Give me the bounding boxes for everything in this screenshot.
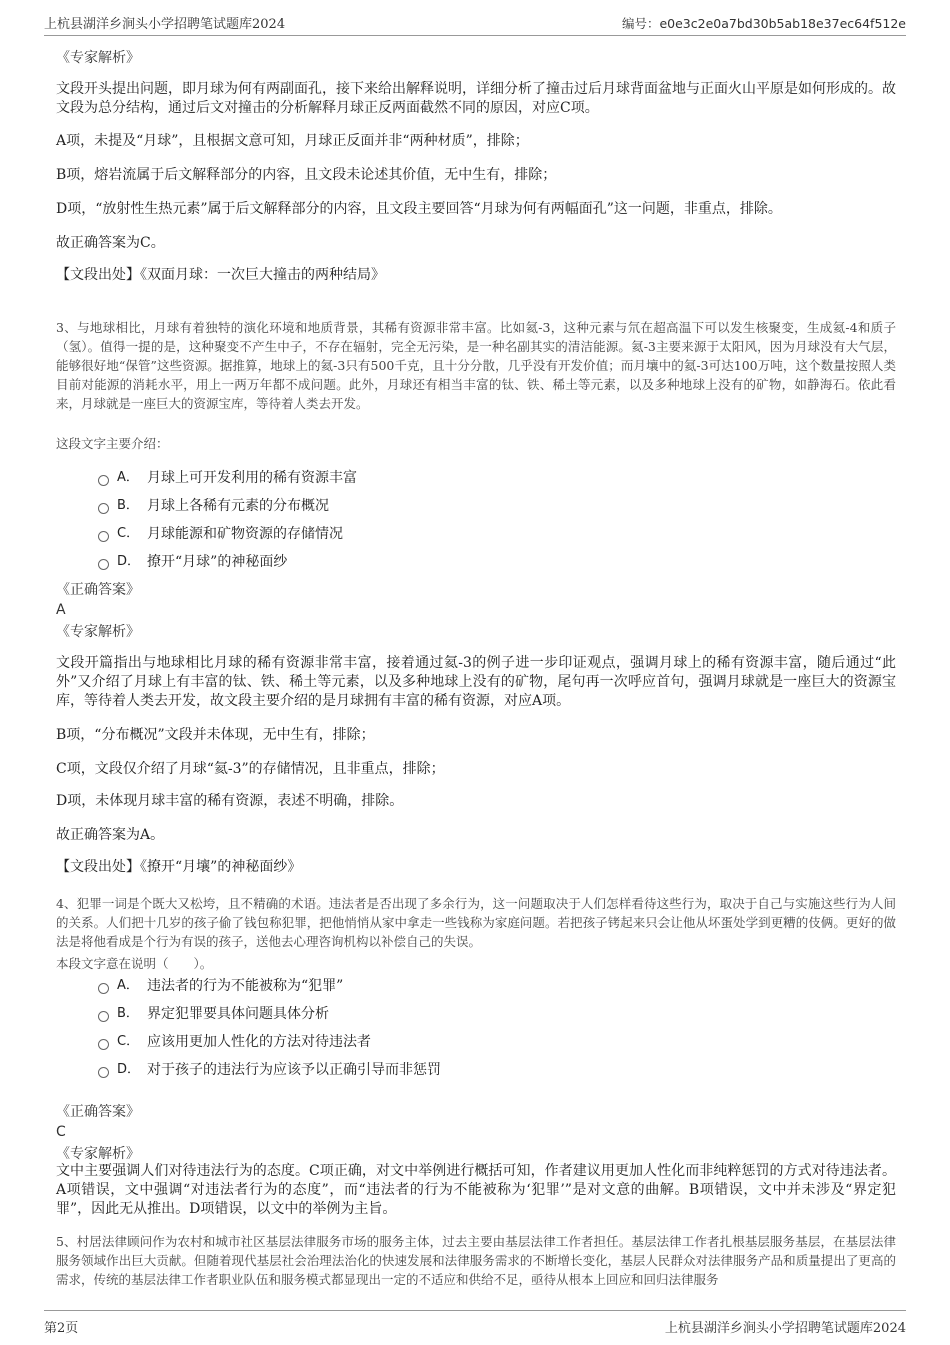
q2-analysis-a: A项，未提及“月球”，且根据文意可知，月球正反面并非“两种材质”，排除； xyxy=(56,133,529,149)
footer-title: 上杭县湖洋乡涧头小学招聘笔试题库2024 xyxy=(664,1320,906,1336)
radio-icon[interactable] xyxy=(98,531,109,542)
option-letter: D． xyxy=(117,554,141,569)
q4-prompt: 本段文字意在说明（ ）。 xyxy=(56,956,213,971)
option-letter: A． xyxy=(117,978,139,993)
q3-conclusion: 故正确答案为A。 xyxy=(56,827,165,843)
q4-option-d[interactable] xyxy=(98,1060,441,1080)
q4-stem: 4、犯罪一词是个既大又松垮，且不精确的术语。违法者是否出现了多余行为，这一问题取决于人们怎样看待这些行为，取决于自己与实施这些行为人间的关系。人们把十几岁的孩子偷了钱包称犯罪，把他悄悄从家中拿走一些钱称为家庭问题。若把孩子铐起来只会让他从坏蛋处学到更糟的伎俩。更好的做法是将他看成是个行为有误的孩子，送他去心理咨询机构以补偿自己的失误。 xyxy=(56,896,896,949)
q4-answer: C xyxy=(56,1124,66,1140)
radio-icon[interactable] xyxy=(98,983,109,994)
page-footer xyxy=(44,1310,906,1337)
radio-icon[interactable] xyxy=(98,1011,109,1022)
option-text: 应该用更加人性化的方法对待违法者 xyxy=(147,1034,371,1050)
q3-answer: A xyxy=(56,602,66,618)
q3-analysis-b: B项，“分布概况”文段并未体现，无中生有，排除； xyxy=(56,727,375,743)
option-letter: D． xyxy=(117,1062,141,1077)
q2-analysis-d: D项，“放射性生热元素”属于后文解释部分的内容，且文段主要回答“月球为何有两幅面孔”这一问题，非重点，排除。 xyxy=(56,201,782,217)
q4-answer-label: 《正确答案》 xyxy=(56,1104,140,1120)
q3-analysis-p1: 文段开篇指出与地球相比月球的稀有资源非常丰富，接着通过氦-3的例子进一步印证观点，强调月球上的稀有资源丰富，随后通过“此外”又介绍了月球上有丰富的钛、铁、稀土等元素，以及多种地球上没有的矿物，尾句再一次呼应首句，强调月球就是一座巨大的资源宝库，等待着人类去开发，故文段主要介绍的是月球拥有丰富的稀有资源，对应A项。 xyxy=(56,655,896,709)
q3-option-a[interactable] xyxy=(98,468,357,488)
option-letter: C． xyxy=(117,526,140,541)
q4-option-a[interactable] xyxy=(98,976,343,996)
q2-conclusion: 故正确答案为C。 xyxy=(56,235,165,251)
q3-analysis-label: 《专家解析》 xyxy=(56,624,140,640)
q5-stem: 5、村居法律顾问作为农村和城市社区基层法律服务市场的服务主体，过去主要由基层法律工作者担任。基层法律工作者扎根基层服务基层，在基层法律服务领域作出巨大贡献。但随着现代基层社会治理法治化的快速发展和法律服务需求的不断增长变化，基层人民群众对法律服务产品和质量提出了更高的需求，传统的基层法律工作者职业队伍和服务模式都显现出一定的不适应和供给不足，亟待从根本上回应和回归法律服务 xyxy=(56,1234,896,1287)
q2-analysis-p1: 文段开头提出问题，即月球为何有两副面孔，接下来给出解释说明，详细分析了撞击过后月球背面盆地与正面火山平原是如何形成的。故文段为总分结构，通过后文对撞击的分析解释月球正反两面截然不同的原因，对应C项。 xyxy=(56,81,896,116)
radio-icon[interactable] xyxy=(98,475,109,486)
q3-answer-label: 《正确答案》 xyxy=(56,582,140,598)
q3-stem: 3、与地球相比，月球有着独特的演化环境和地质背景，其稀有资源非常丰富。比如氦-3，这种元素与氘在超高温下可以发生核聚变，生成氦-4和质子（氢）。值得一提的是，这种聚变不产生中子，不存在辐射，完全无污染，是一种名副其实的清洁能源。氦-3主要来源于太阳风，因为月球没有大气层，能够很好地“保管”这些资源。据推算，地球上的氦-3只有500千克，且十分分散，几乎没有开发价值；而月壤中的氦-3可达100万吨，这个数量按照人类目前对能源的消耗水平，用上一两万年都不成问题。此外，月球还有相当丰富的钛、铁、稀土等元素，以及多种地球上没有的矿物，如静海石。依此看来，月球就是一座巨大的资源宝库，等待着人类去开发。 xyxy=(56,320,896,411)
option-text: 月球上可开发利用的稀有资源丰富 xyxy=(147,470,357,486)
q4-option-b[interactable] xyxy=(98,1004,329,1024)
q3-option-d[interactable] xyxy=(98,552,287,572)
option-text: 违法者的行为不能被称为“犯罪” xyxy=(147,978,344,994)
header-code: 编号：e0e3c2e0a7bd30b5ab18e37ec64f512e xyxy=(621,16,906,31)
q2-analysis-label: 《专家解析》 xyxy=(56,50,140,66)
radio-icon[interactable] xyxy=(98,559,109,570)
q3-option-c[interactable] xyxy=(98,524,343,544)
radio-icon[interactable] xyxy=(98,503,109,514)
option-text: 月球上各稀有元素的分布概况 xyxy=(147,498,329,514)
q4-option-c[interactable] xyxy=(98,1032,371,1052)
q4-analysis-label: 《专家解析》 xyxy=(56,1146,140,1162)
footer-page-number: 第2页 xyxy=(44,1320,79,1336)
option-letter: A． xyxy=(117,470,139,485)
q4-analysis: 文中主要强调人们对待违法行为的态度。C项正确，对文中举例进行概括可知，作者建议用更加人性化而非纯粹惩罚的方式对待违法者。A项错误，文中强调“对违法者行为的态度”，而“违法者的行为不能被称为‘犯罪’”是对文意的曲解。B项错误，文中并未涉及“界定犯罪”，因此无从推出。D项错误，以文中的举例为主旨。 xyxy=(56,1163,896,1217)
page-header xyxy=(44,10,906,36)
q2-source: 【文段出处】《双面月球：一次巨大撞击的两种结局》 xyxy=(56,267,385,283)
q3-analysis-d: D项，未体现月球丰富的稀有资源，表述不明确，排除。 xyxy=(56,793,404,809)
option-text: 撩开“月球”的神秘面纱 xyxy=(147,554,288,570)
option-text: 界定犯罪要具体问题具体分析 xyxy=(147,1006,329,1022)
option-letter: B． xyxy=(117,498,139,513)
q3-option-b[interactable] xyxy=(98,496,329,516)
q3-analysis-c: C项，文段仅介绍了月球“氦-3”的存储情况，且非重点，排除； xyxy=(56,761,445,777)
option-text: 对于孩子的违法行为应该予以正确引导而非惩罚 xyxy=(147,1062,441,1078)
q3-prompt: 这段文字主要介绍： xyxy=(56,436,169,451)
radio-icon[interactable] xyxy=(98,1039,109,1050)
header-title: 上杭县湖洋乡涧头小学招聘笔试题库2024 xyxy=(44,17,286,32)
radio-icon[interactable] xyxy=(98,1067,109,1078)
q3-source: 【文段出处】《撩开“月壤”的神秘面纱》 xyxy=(56,859,302,875)
option-letter: B． xyxy=(117,1006,139,1021)
option-text: 月球能源和矿物资源的存储情况 xyxy=(147,526,343,542)
option-letter: C． xyxy=(117,1034,140,1049)
q2-analysis-b: B项，熔岩流属于后文解释部分的内容，且文段未论述其价值，无中生有，排除； xyxy=(56,167,557,183)
